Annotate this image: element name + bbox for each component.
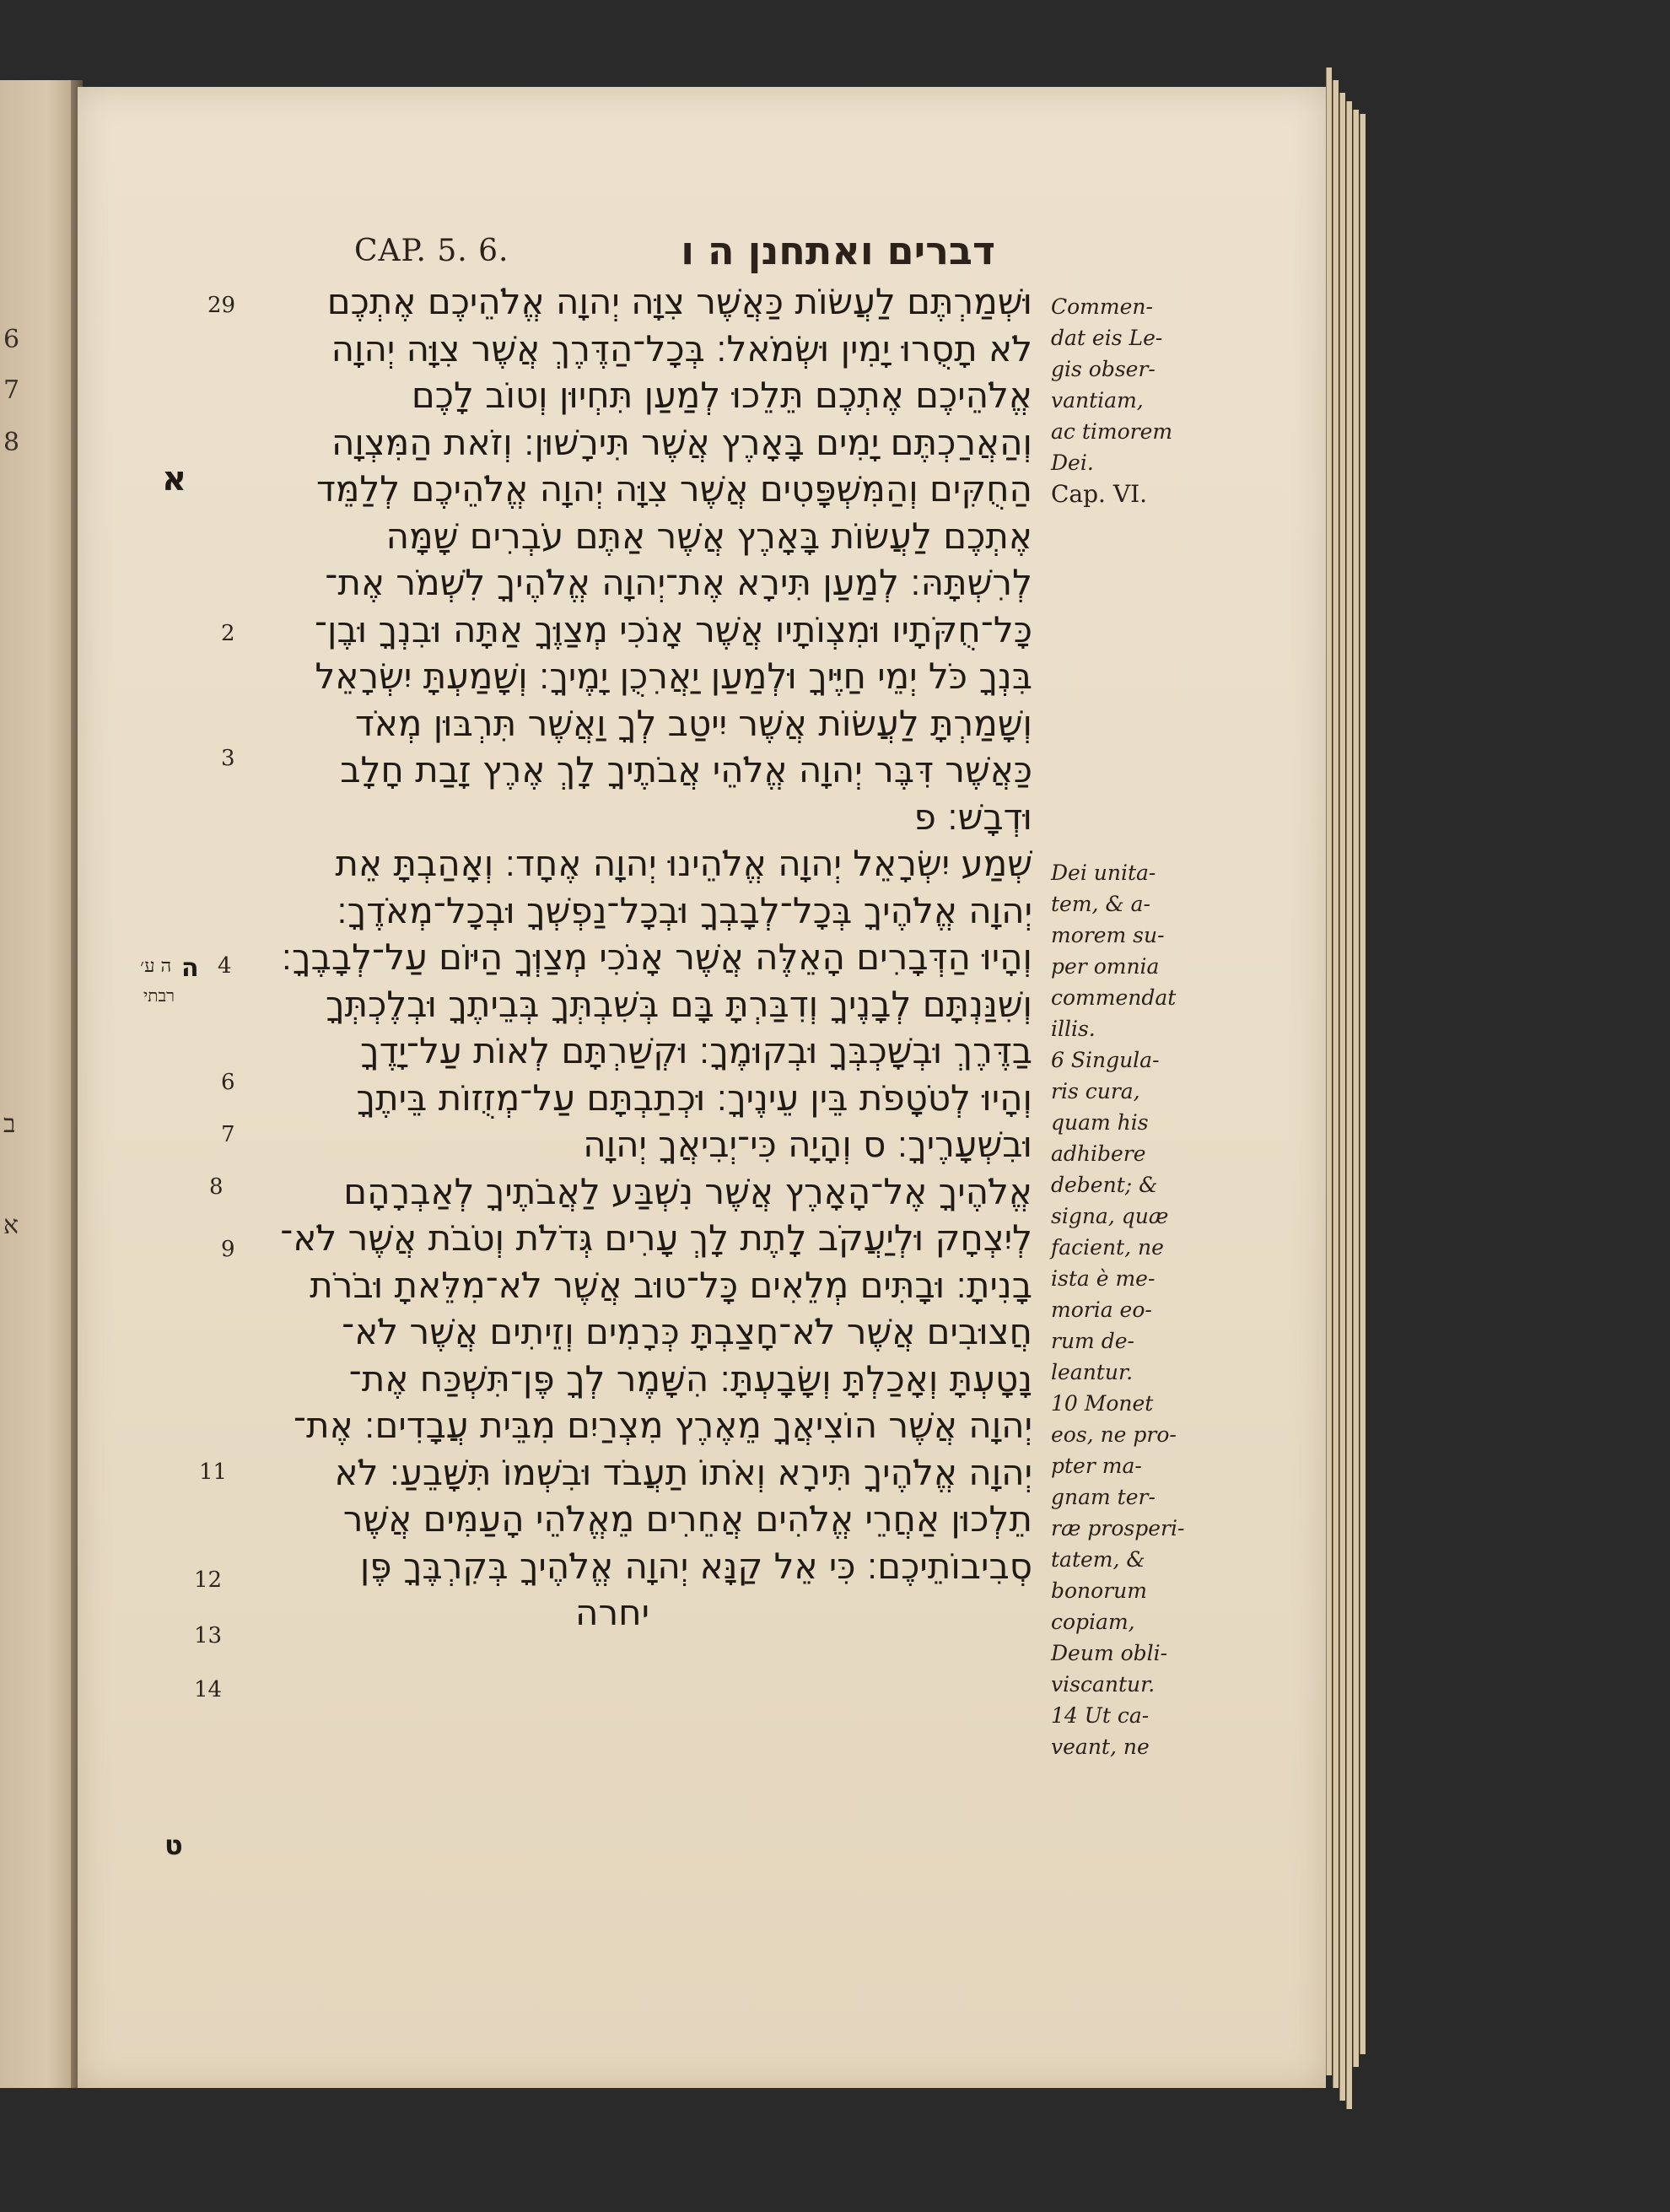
margin-note-line: eos, ne pro- <box>1051 1422 1177 1447</box>
margin-note-line: Commen- <box>1051 294 1153 319</box>
margin-note-line: Deum obli- <box>1051 1641 1168 1665</box>
text-line: וּבִשְׁעָרֶיךָ׃ ס וְהָיָה כִּי־יְבִיאֲךָ יְהוָה <box>583 1124 1032 1165</box>
verse-letter: ט <box>164 1829 183 1861</box>
verse-number: 9 <box>221 1237 235 1262</box>
margin-note-line: ræ prosperi- <box>1051 1516 1185 1540</box>
text-line: כַּאֲשֶׁר דִּבֶּר יְהוָה אֱלֹהֵי אֲבֹתֶיךָ לָךְ אֶרֶץ זָבַת חָלָב <box>340 749 1032 790</box>
left-page-edge <box>0 80 78 2088</box>
margin-note-line: copiam, <box>1051 1610 1135 1634</box>
verse-number: 11 <box>199 1459 228 1485</box>
latin-margin-notes <box>1051 291 1194 1762</box>
verse-number: 7 <box>221 1122 235 1147</box>
margin-note-line: signa, quæ <box>1051 1204 1169 1228</box>
margin-note-line: Dei unita- <box>1051 861 1156 885</box>
text-line: בָנִיתָ׃ וּבָתִּים מְלֵאִים כָּל־טוּב אֲשֶׁר לֹא־מִלֵּאתָ וּבֹרֹת <box>310 1264 1032 1306</box>
text-line: לְיִצְחָק וּלְיַעֲקֹב לָתֶת לָךְ עָרִים גְּדֹלֹת וְטֹבֹת אֲשֶׁר לֹא־ <box>280 1217 1032 1259</box>
text-line: יְהוָה אֲשֶׁר הוֹצִיאֲךָ מֵאֶרֶץ מִצְרַיִם מִבֵּית עֲבָדִים׃ אֶת־ <box>293 1405 1032 1446</box>
text-line: בִּנְךָ כֹּל יְמֵי חַיֶּיךָ וּלְמַעַן יַאֲרִכֻן יָמֶיךָ׃ וְשָׁמַעְתָּ יִשְׂרָאֵל <box>315 656 1032 697</box>
left-page-fragment: א <box>3 1211 19 1240</box>
text-line: לְרִשְׁתָּהּ׃ לְמַעַן תִּירָא אֶת־יְהוָה אֱלֹהֶיךָ לִשְׁמֹר אֶת־ <box>325 562 1032 603</box>
margin-note-line: pter ma- <box>1051 1454 1142 1478</box>
margin-note-line: gnam ter- <box>1051 1485 1156 1509</box>
text-line: כָּל־חֻקֹּתָיו וּמִצְוֹתָיו אֲשֶׁר אָנֹכִי מְצַוֶּךָ אַתָּה וּבִנְךָ וּבֶן־ <box>314 608 1032 650</box>
page-edge <box>1326 67 1332 2075</box>
text-line: שְׁמַע יִשְׂרָאֵל יְהוָה אֱלֹהֵינוּ יְהוָה אֶחָד׃ וְאָהַבְתָּ אֵת <box>335 843 1032 884</box>
margin-note-line: bonorum <box>1051 1578 1147 1603</box>
margin-note-line: debent; & <box>1051 1173 1158 1197</box>
page-edge <box>1360 114 1366 2054</box>
text-line: בַדֶּרֶךְ וּבְשָׁכְבְּךָ וּבְקוּמֶךָ׃ וּקְשַׁרְתָּם לְאוֹת עַל־יָדֶךָ <box>360 1030 1032 1071</box>
catchword: יחרה <box>575 1592 649 1633</box>
chapter-letter: א <box>162 460 187 499</box>
margin-note-line: vantiam, <box>1051 388 1144 413</box>
text-line: וְשָׁמַרְתָּ לַעֲשׂוֹת אֲשֶׁר יִיטַב לְךָ וַאֲשֶׁר תִּרְבּוּן מְאֹד <box>354 702 1032 744</box>
verse-number: 3 <box>221 746 235 771</box>
text-line: וּדְבָשׁ׃ פ <box>913 796 1032 838</box>
text-line: אֱלֹהֵיכֶם אֶתְכֶם תֵּלֵכוּ לְמַעַן תִּחְיוּן וְטוֹב לָכֶם <box>411 375 1032 416</box>
margin-note-line: morem su- <box>1051 923 1165 947</box>
verse-letter: ה <box>181 953 199 983</box>
text-line: יְהוָה אֱלֹהֶיךָ בְּכָל־לְבָבְךָ וּבְכָל־נַפְשְׁךָ וּבְכָל־מְאֹדֶךָ׃ <box>337 889 1032 931</box>
chapter-label: CAP. 5. 6. <box>354 233 509 268</box>
margin-note-line: viscantur. <box>1051 1672 1156 1697</box>
margin-note-line: adhibere <box>1051 1141 1146 1166</box>
margin-note-line: tem, & a- <box>1051 892 1150 916</box>
text-line: יְהוָה אֱלֹהֶיךָ תִּירָא וְאֹתוֹ תַעֲבֹד וּבִשְׁמוֹ תִּשָּׁבֵעַ׃ לֹא <box>334 1451 1032 1493</box>
page-edge <box>1339 93 1345 2101</box>
margin-note-line: illis. <box>1051 1017 1096 1041</box>
text-line: סְבִיבוֹתֵיכֶם׃ כִּי אֵל קַנָּא יְהוָה אֱלֹהֶיךָ בְּקִרְבֶּךָ פֶּן <box>359 1545 1032 1587</box>
margin-note-line: rum de- <box>1051 1329 1134 1353</box>
left-page-fragment: 7 <box>3 375 20 405</box>
margin-note-line: per omnia <box>1051 954 1160 979</box>
margin-note-line: 10 Monet <box>1051 1391 1154 1416</box>
masoretic-note: רבתי <box>143 985 175 1006</box>
hebrew-text-block <box>192 278 1032 1637</box>
verse-number: 4 <box>218 953 232 979</box>
text-line: וְשִׁנַּנְתָּם לְבָנֶיךָ וְדִבַּרְתָּ בָּם בְּשִׁבְתְּךָ בְּבֵיתֶךָ וּבְלֶכְתְּךָ <box>325 983 1032 1025</box>
margin-note-line: ac timorem <box>1051 419 1173 444</box>
left-page-fragment: 6 <box>3 325 20 354</box>
left-page-fragment: ב <box>3 1109 16 1139</box>
verse-number: 6 <box>221 1070 235 1095</box>
text-line: חֲצוּבִים אֲשֶׁר לֹא־חָצַבְתָּ כְּרָמִים וְזֵיתִים אֲשֶׁר לֹא־ <box>342 1311 1032 1352</box>
margin-note-line: leantur. <box>1051 1360 1134 1384</box>
page-edge <box>1353 110 1359 2067</box>
verse-number: 8 <box>209 1174 224 1200</box>
margin-note-line: moria eo- <box>1051 1298 1152 1322</box>
margin-note-line: gis obser- <box>1051 357 1156 381</box>
text-line: אֶתְכֶם לַעֲשׂוֹת בָּאָרֶץ אֲשֶׁר אַתֶּם עֹבְרִים שָׁמָּה <box>385 515 1032 557</box>
text-line: וְהַאֲרַכְתֶּם יָמִים בָּאָרֶץ אֲשֶׁר תִּירָשׁוּן׃ וְזֹאת הַמִּצְוָה <box>331 421 1032 463</box>
text-line: נָטָעְתָּ וְאָכַלְתָּ וְשָׂבָעְתָּ׃ הִשָּׁמֶר לְךָ פֶּן־תִּשְׁכַּח אֶת־ <box>348 1357 1032 1400</box>
margin-note-line: ris cura, <box>1051 1079 1140 1103</box>
running-header <box>354 221 995 280</box>
verse-number: 13 <box>194 1623 223 1648</box>
page-edge <box>1346 101 1352 2109</box>
margin-note-line: veant, ne <box>1051 1735 1150 1759</box>
page-edge <box>1333 80 1339 2088</box>
text-line: אֱלֹהֶיךָ אֶל־הָאָרֶץ אֲשֶׁר נִשְׁבַּע לַאֲבֹתֶיךָ לְאַבְרָהָם <box>343 1170 1032 1212</box>
text-line: לֹא תָסֻרוּ יָמִין וּשְׂמֹאל׃ בְּכָל־הַדֶּרֶךְ אֲשֶׁר צִוָּה יְהוָה <box>331 327 1032 370</box>
margin-note-line: 14 Ut ca- <box>1051 1703 1150 1728</box>
text-line: וּשְׁמַרְתֶּם לַעֲשׂוֹת כַּאֲשֶׁר צִוָּה יְהוָה אֱלֹהֵיכֶם אֶתְכֶם <box>326 281 1032 322</box>
left-page-fragment: 8 <box>3 428 20 457</box>
text-line: וְהָיוּ לְטֹטָפֹת בֵּין עֵינֶיךָ׃ וּכְתַבְתָּם עַל־מְזֻזוֹת בֵּיתֶךָ <box>356 1076 1032 1119</box>
margin-note-line: tatem, & <box>1051 1547 1145 1572</box>
margin-note-line: facient, ne <box>1051 1235 1164 1260</box>
verse-number: 29 <box>207 293 236 318</box>
margin-note-line: 6 Singula- <box>1051 1048 1160 1072</box>
verse-number: 14 <box>194 1677 223 1702</box>
text-line: הַחֻקִּים וְהַמִּשְׁפָּטִים אֲשֶׁר צִוָּה יְהוָה אֱלֹהֵיכֶם לְלַמֵּד <box>315 468 1032 510</box>
hebrew-title: דברים ואתחנן ה ו <box>681 228 995 273</box>
margin-note-line: dat eis Le- <box>1051 326 1163 350</box>
verse-number: 2 <box>221 621 235 646</box>
margin-chapter-label: Cap. VI. <box>1051 480 1148 508</box>
text-line: וְהָיוּ הַדְּבָרִים הָאֵלֶּה אֲשֶׁר אָנֹכִי מְצַוְּךָ הַיּוֹם עַל־לְבָבֶךָ׃ <box>281 936 1032 978</box>
margin-note-line: Dei. <box>1051 450 1094 475</box>
verse-number: 12 <box>194 1567 223 1593</box>
margin-note-line: commendat <box>1051 985 1177 1010</box>
margin-note-line: quam his <box>1051 1110 1149 1135</box>
text-line: תֵלְכוּן אַחֲרֵי אֱלֹהִים אֲחֵרִים מֵאֱלֹהֵי הָעַמִּים אֲשֶׁר <box>342 1498 1032 1540</box>
margin-note-line: ista è me- <box>1051 1266 1156 1291</box>
masoretic-note: ה ע׳ <box>140 956 172 977</box>
